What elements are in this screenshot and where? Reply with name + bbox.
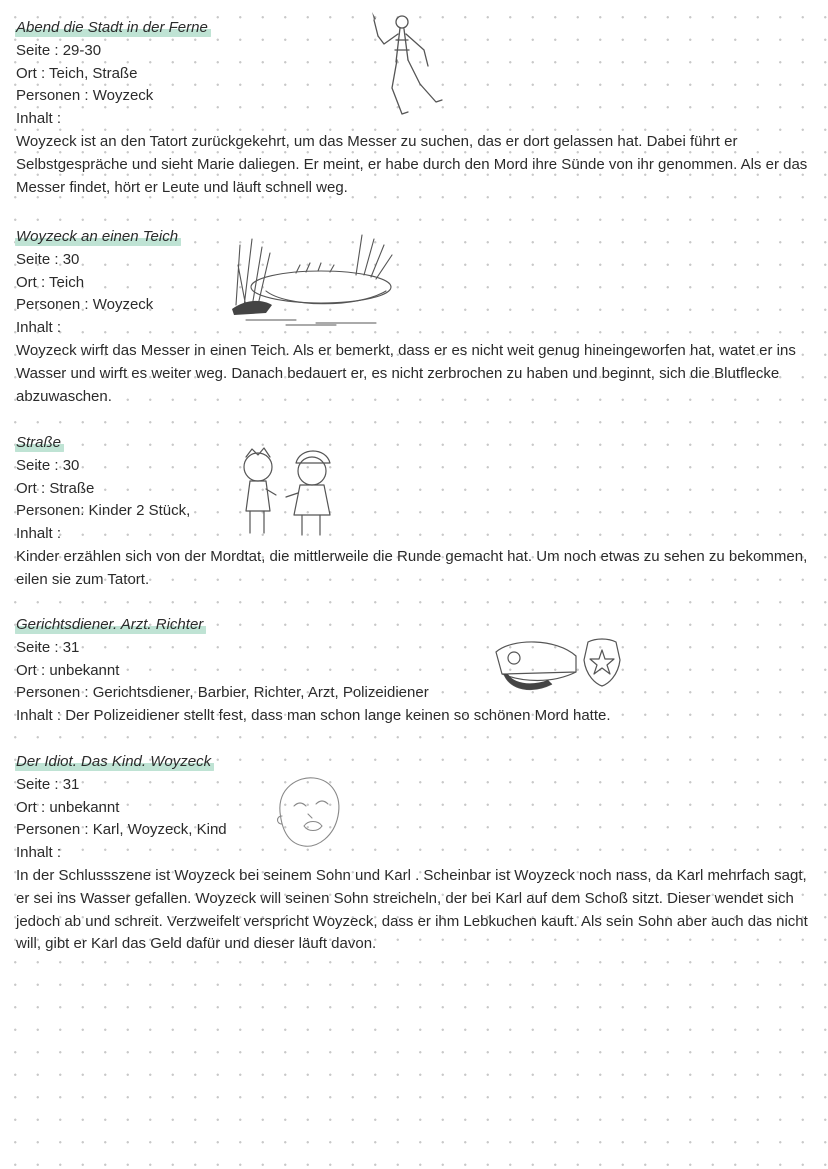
scene-location: Ort : Teich, Straße [16, 64, 138, 82]
scene-content-label: Inhalt : [16, 525, 62, 543]
scene-title: Woyzeck an einen Teich [15, 226, 181, 249]
scene-title: Der Idiot. Das Kind. Woyzeck [15, 751, 214, 774]
scene-pages: Seite : 30 [16, 456, 80, 474]
scene-location: Ort : Teich [16, 273, 85, 291]
scene-title: Straße [15, 432, 64, 455]
scene-content-label: Inhalt : [16, 844, 62, 862]
scene-section-3 [16, 432, 816, 592]
scene-section-5 [16, 751, 816, 956]
scene-persons: Personen : Gerichtsdiener, Barbier, Richter, Arzt, Polizeidiener [16, 684, 429, 702]
scene-content: Woyzeck ist an den Tatort zurückgekehrt, um das Messer zu suchen, das er dort gelassen hat. Dabei führt er Selbstgespräche und sieht Marie daliegen. Er meint, er habe durch den Mord ihre Sünde von ihr genommen. Als er das Messer findet, hört er Leute und läuft schnell weg. [16, 132, 808, 196]
scene-content-label: Inhalt : [16, 319, 62, 337]
scene-persons: Personen : Woyzeck [16, 87, 154, 105]
scene-title: Abend die Stadt in der Ferne [15, 17, 211, 40]
scene-content-label: Inhalt : [16, 110, 62, 128]
police-cap-and-badge-illustration [492, 632, 632, 698]
scene-content: In der Schlussszene ist Woyzeck bei seinem Sohn und Karl . Scheinbar ist Woyzeck noch nass, da Karl mehrfach sagt, er sei ins Wasser gefallen. Woyzeck will seinen Sohn streicheln, der bei Karl auf dem Schoß sitzt. Dieser wendet sich jedoch ab und schreit. Verzweifelt verspricht Woyzeck, dass er ihm Lebkuchen kauft. Als sein Sohn aber auch das nicht will, gibt er Karl das Geld dafür und dieser läuft davon. [16, 866, 808, 953]
scene-content: Woyzeck wirft das Messer in einen Teich. Als er bemerkt, dass er es nicht weit genug hineingeworfen hat, watet er ins Wasser und wirft es weiter weg. Danach bedauert er, es nicht zerbrochen zu haben und beginnt, sich die Blutflecke abzuwaschen. [16, 341, 796, 405]
scene-persons: Personen : Karl, Woyzeck, Kind [16, 821, 227, 839]
scene-section-4 [16, 614, 816, 728]
scene-pages: Seite : 30 [16, 250, 80, 268]
scene-content: Kinder erzählen sich von der Mordtat, die mittlerweile die Runde gemacht hat. Um noch etwas zu sehen zu bekommen, eilen sie zum Tatort. [16, 547, 808, 588]
scene-location: Ort : Straße [16, 479, 95, 497]
scene-content: Inhalt : Der Polizeidiener stellt fest, dass man schon lange keinen so schönen Mord hatte. [16, 707, 611, 725]
scene-location: Ort : unbekannt [16, 661, 120, 679]
running-man-with-knife-illustration [362, 10, 462, 125]
scene-location: Ort : unbekannt [16, 798, 120, 816]
crying-baby-illustration [268, 772, 348, 852]
pond-with-reeds-illustration [226, 225, 401, 330]
scene-title: Gerichtsdiener. Arzt. Richter [15, 614, 206, 637]
scene-pages: Seite : 29-30 [16, 41, 102, 59]
scene-pages: Seite : 31 [16, 775, 80, 793]
scene-pages: Seite : 31 [16, 638, 80, 656]
two-children-illustration [230, 445, 345, 540]
scene-section-2 [16, 226, 816, 408]
scene-persons: Personen : Woyzeck [16, 296, 154, 314]
scene-persons: Personen: Kinder 2 Stück, [16, 502, 191, 520]
